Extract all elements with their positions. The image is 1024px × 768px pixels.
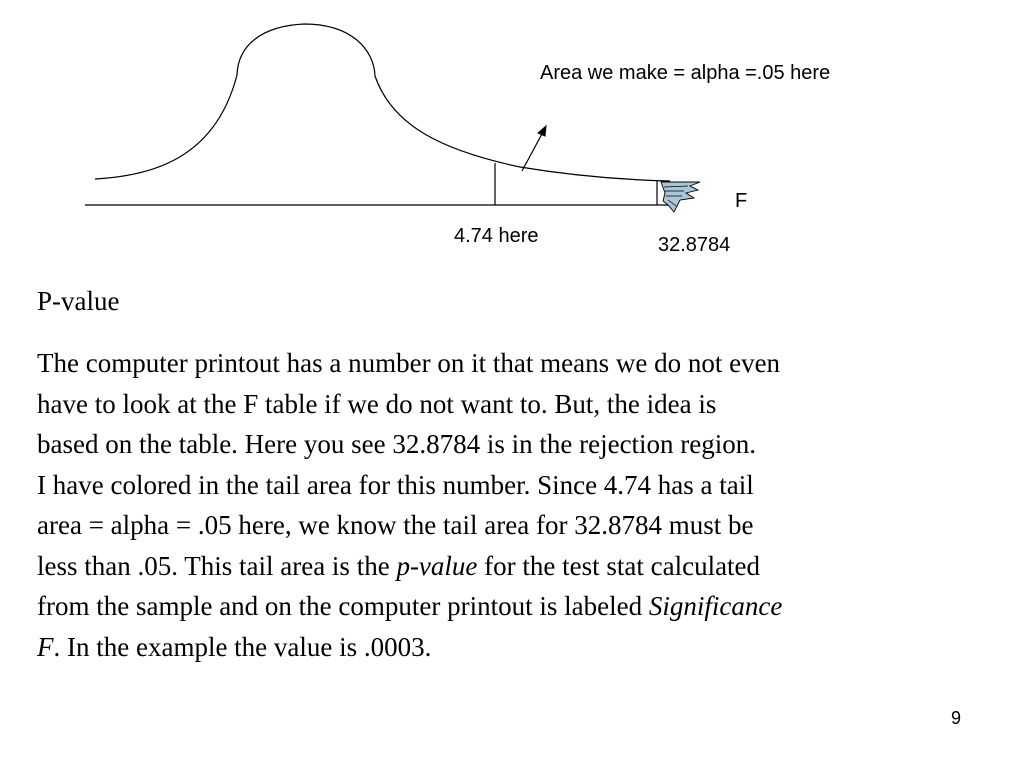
density-curve (95, 24, 670, 181)
significance-term: Significance (648, 591, 783, 621)
paragraph-line: based on the table. Here you see 32.8784 is in the rejection region. (37, 429, 757, 459)
paragraph-line: area = alpha = .05 here, we know the tail area for 32.8784 must be (37, 510, 754, 540)
body-paragraph (37, 343, 987, 667)
critical-value-label: 4.74 here (454, 225, 539, 247)
paragraph-line: The computer printout has a number on it that means we do not even (37, 348, 781, 378)
paragraph-text: less than .05. This tail area is the (37, 550, 397, 581)
paragraph-line: have to look at the F table if we do not want to. But, the idea is (37, 388, 717, 419)
annotation-arrow-shaft (522, 132, 543, 171)
paragraph-line (37, 627, 987, 668)
paragraph-text: for the test stat calculated (477, 550, 761, 581)
paragraph-line (37, 546, 987, 587)
paragraph-text: from the sample and on the computer printout is labeled (37, 591, 649, 621)
f-axis-label: F (735, 190, 748, 212)
alpha-annotation: Area we make = alpha =.05 here (540, 62, 831, 84)
significance-f-term: F (37, 631, 54, 662)
p-value-term: p-value (396, 550, 478, 581)
paragraph-line (37, 586, 987, 627)
section-title: P-value (37, 286, 120, 316)
page-number: 9 (951, 708, 962, 728)
paragraph-text: . In the example the value is .0003. (53, 631, 432, 662)
paragraph-line: I have colored in the tail area for this number. Since 4.74 has a tail (37, 469, 754, 500)
test-stat-label: 32.8784 (658, 234, 731, 256)
annotation-arrow-head (538, 126, 546, 136)
